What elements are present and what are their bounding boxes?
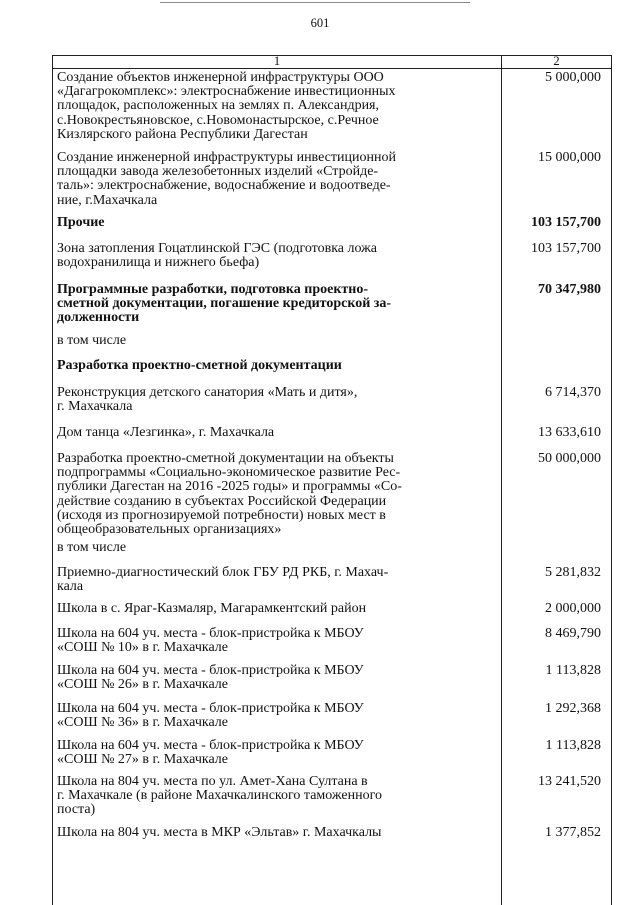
row-description: Школа на 604 уч. места - блок-пристройка к МБОУ «СОШ № 36» в г. Махачкале bbox=[57, 701, 364, 731]
row-description: Школа на 604 уч. места - блок-пристройка к МБОУ «СОШ № 10» в г. Махачкале bbox=[57, 626, 364, 656]
row-amount: 103 157,700 bbox=[531, 215, 601, 230]
page-number: 601 bbox=[310, 16, 330, 30]
row-amount: 50 000,000 bbox=[538, 451, 601, 466]
budget-table bbox=[52, 55, 612, 905]
row-description: Школа на 604 уч. места - блок-пристройка к МБОУ «СОШ № 27» в г. Махачкале bbox=[57, 738, 364, 768]
row-amount: 13 241,520 bbox=[538, 774, 601, 789]
row-description: Разработка проектно-сметной документации bbox=[57, 358, 342, 373]
row-description: Создание объектов инженерной инфраструктуры ООО «Дагагрокомплекс»: электроснабжение инвестиционных площадок, расположенных на землях п. Александрия, с.Новокрестьяновское, с.Новомонастырское, с.Речное Кизлярского района Республики Дагестан bbox=[57, 70, 396, 142]
row-description: в том числе bbox=[57, 540, 127, 555]
row-description: Зона затопления Гоцатлинской ГЭС (подготовка ложа водохранилища и нижнего бьефа) bbox=[57, 241, 378, 271]
row-description: Реконструкция детского санатория «Мать и дитя», г. Махачкала bbox=[57, 385, 358, 415]
row-description: Дом танца «Лезгинка», г. Махачкала bbox=[57, 425, 275, 440]
row-amount: 1 377,852 bbox=[545, 825, 601, 840]
row-description: Программные разработки, подготовка проектно- сметной документации, погашение кредиторской за- долженности bbox=[57, 282, 392, 326]
row-amount: 2 000,000 bbox=[545, 601, 601, 616]
row-amount: 1 113,828 bbox=[545, 738, 601, 753]
row-description: Школа на 804 уч. места по ул. Амет-Хана Султана в г. Махачкале (в районе Махачкалинского таможенного поста) bbox=[57, 774, 383, 818]
row-description: в том числе bbox=[57, 333, 127, 348]
row-amount: 1 292,368 bbox=[545, 701, 601, 716]
header-col-1: 1 bbox=[273, 54, 281, 68]
header-col-2: 2 bbox=[553, 54, 560, 68]
row-amount: 15 000,000 bbox=[538, 150, 601, 165]
row-description: Прочие bbox=[57, 215, 105, 230]
row-amount: 103 157,700 bbox=[531, 241, 601, 256]
row-description: Разработка проектно-сметной документации на объекты подпрограммы «Социально-экономическое развитие Рес- публики Дагестан на 2016 -2025 годы» и программы «Со- действие созданию в субъектах Российской Федерации (исходя из прогнозируемой потребности) новых мест в общеобразовательных организациях» bbox=[57, 451, 402, 538]
row-description: Школа на 604 уч. места - блок-пристройка к МБОУ «СОШ № 26» в г. Махачкале bbox=[57, 663, 364, 693]
row-description: Школа на 804 уч. места в МКР «Эльтав» г. Махачкалы bbox=[57, 825, 382, 840]
row-description: Школа в с. Яраг-Казмаляр, Магарамкентский район bbox=[57, 601, 367, 616]
top-rule bbox=[160, 2, 470, 3]
row-description: Приемно-диагностический блок ГБУ РД РКБ, г. Махач- кала bbox=[57, 565, 389, 595]
row-amount: 1 113,828 bbox=[545, 663, 601, 678]
row-amount: 8 469,790 bbox=[545, 626, 601, 641]
row-amount: 5 281,832 bbox=[545, 565, 601, 580]
row-amount: 6 714,370 bbox=[545, 385, 601, 400]
row-amount: 13 633,610 bbox=[538, 425, 601, 440]
row-description: Создание инженерной инфраструктуры инвестиционной площадки завода железобетонных изделий «Стройде- таль»: электроснабжение, водоснабжение и водоотведе- ние, г.Махачкала bbox=[57, 150, 396, 208]
row-amount: 70 347,980 bbox=[538, 282, 601, 297]
row-amount: 5 000,000 bbox=[545, 70, 601, 85]
table-header bbox=[53, 55, 611, 69]
